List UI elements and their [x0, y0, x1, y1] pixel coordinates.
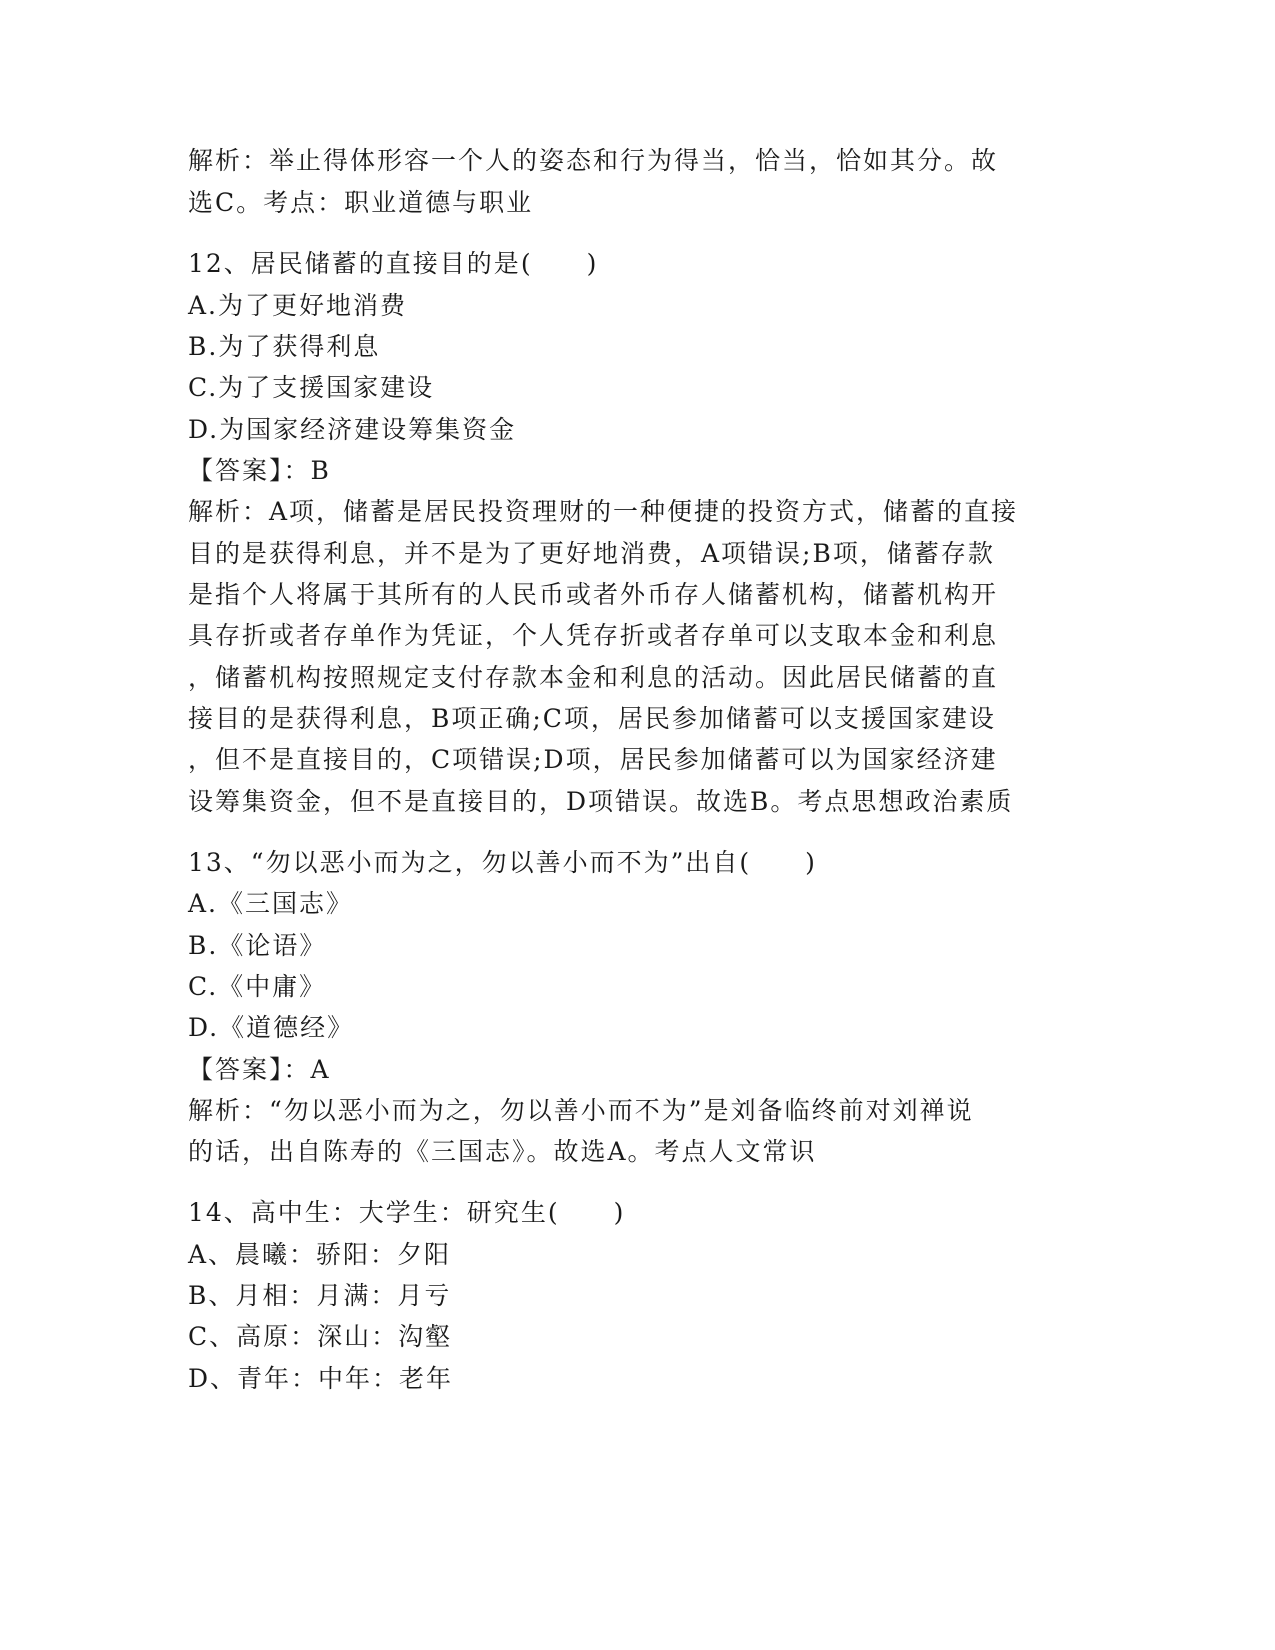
q13-analysis-line: 的话，出自陈寿的《三国志》。故选A。考点人文常识 [188, 1137, 817, 1166]
q12-option-a: A.为了更好地消费 [188, 291, 408, 320]
q13-option-b: B.《论语》 [188, 931, 327, 960]
q12-analysis-line: 设筹集资金，但不是直接目的，D项错误。故选B。考点思想政治素质 [188, 787, 1014, 816]
q13-answer: 【答案】：A [188, 1055, 331, 1084]
q12-analysis-line: 具存折或者存单作为凭证，个人凭存折或者存单可以支取本金和利息 [188, 621, 999, 650]
q14-option-c: C、高原：深山：沟壑 [188, 1322, 453, 1351]
q12-analysis-line: 目的是获得利息，并不是为了更好地消费，A项错误;B项，储蓄存款 [188, 539, 995, 568]
q13-question: 13、“勿以恶小而为之，勿以善小而不为”出自( ) [188, 848, 817, 877]
q13-option-a: A.《三国志》 [188, 889, 354, 918]
q14-option-b: B、月相：月满：月亏 [188, 1281, 452, 1310]
q13-option-c: C.《中庸》 [188, 972, 327, 1001]
q12-analysis-line: ，储蓄机构按照规定支付存款本金和利息的活动。因此居民储蓄的直 [188, 663, 999, 692]
q12-question: 12、居民储蓄的直接目的是( ) [188, 249, 599, 278]
q13-analysis-line: 解析：“勿以恶小而为之，勿以善小而不为”是刘备临终前对刘禅说 [188, 1096, 974, 1125]
q12-analysis-line: 解析：A项，储蓄是居民投资理财的一种便捷的投资方式，储蓄的直接 [188, 497, 1019, 526]
q12-option-d: D.为国家经济建设筹集资金 [188, 415, 517, 444]
q12-analysis-line: ，但不是直接目的，C项错误;D项，居民参加储蓄可以为国家经济建 [188, 745, 998, 774]
q12-option-b: B.为了获得利息 [188, 332, 381, 361]
q12-analysis-line: 是指个人将属于其所有的人民币或者外币存人储蓄机构，储蓄机构开 [188, 580, 999, 609]
q11-analysis-line: 选C。考点：职业道德与职业 [188, 188, 534, 217]
q12-analysis-line: 接目的是获得利息，B项正确;C项，居民参加储蓄可以支援国家建设 [188, 704, 996, 733]
q14-option-d: D、青年：中年：老年 [188, 1364, 454, 1393]
q12-answer: 【答案】：B [188, 456, 331, 485]
q14-question: 14、高中生：大学生：研究生( ) [188, 1198, 626, 1227]
q11-analysis-line: 解析：举止得体形容一个人的姿态和行为得当，恰当，恰如其分。故 [188, 146, 999, 175]
q14-option-a: A、晨曦：骄阳：夕阳 [188, 1240, 452, 1269]
q13-option-d: D.《道德经》 [188, 1013, 355, 1042]
q12-option-c: C.为了支援国家建设 [188, 373, 435, 402]
